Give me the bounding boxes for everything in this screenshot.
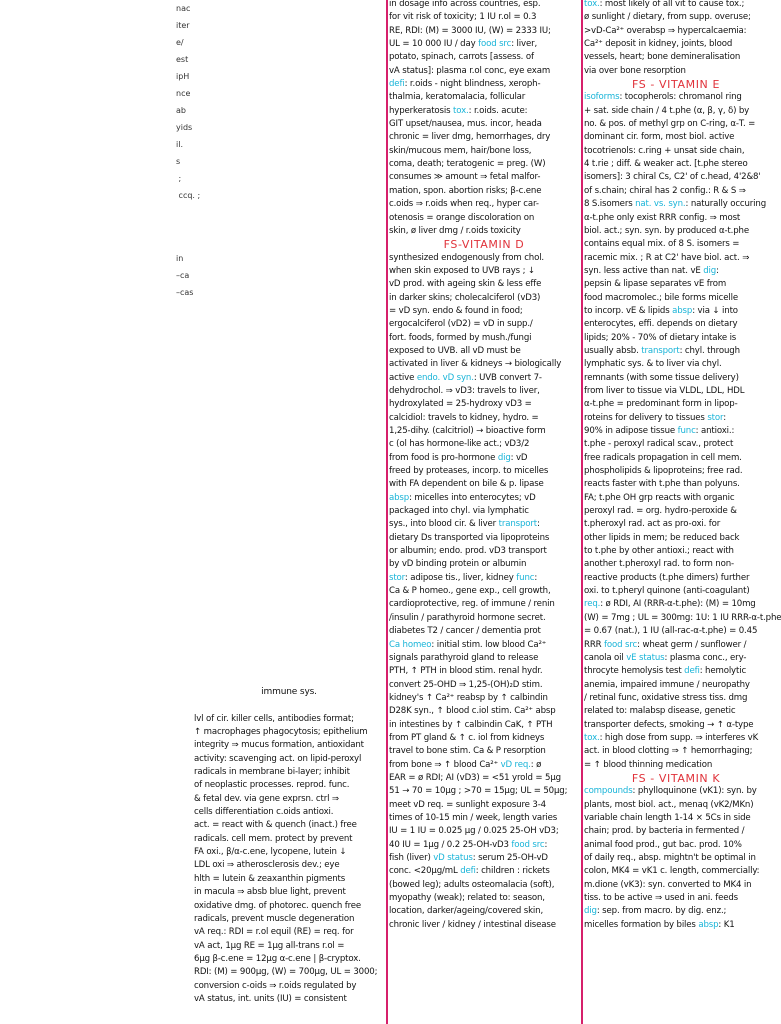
topic-label: req.: [584, 599, 601, 610]
note-line: hyperkeratosis tox.: r.oids. acute:: [389, 105, 528, 116]
note-line: usually absb. transport: chyl. through: [584, 345, 740, 356]
topic-label: transport: [641, 345, 680, 356]
note-line: isomers]: 3 chiral Cs, C2' of c.head, 4'2&8': [584, 172, 761, 183]
fragment-text: ipH: [176, 72, 190, 81]
note-line: Ca²⁺ deposit in kidney, joints, blood: [584, 39, 733, 50]
column-rule-left: [386, 0, 388, 1024]
note-line: 8 S.isomers nat. vs. syn.: naturally occuring: [584, 199, 767, 210]
note-line: potato, spinach, carrots [assess. of: [389, 52, 534, 63]
note-line: related to: malabsp disease, genetic: [584, 706, 736, 717]
note-line: anemia, impaired immune / neuropathy: [584, 679, 750, 690]
note-line: req.: ø RDI, AI (RRR-α-t.phe): (M) = 10mg: [584, 599, 756, 610]
note-line: racemic mix. ; R at C2' have biol. act. ⇒: [584, 252, 750, 263]
note-line: fish (liver) vD status: serum 25-OH-vD: [389, 853, 548, 863]
note-line: 4 t.rie ; diff. & weaker act. [t.phe stereo: [584, 159, 748, 170]
topic-label: tox.: [584, 0, 600, 9]
note-line: ↑ macrophages phagocytosis; epithelium: [194, 727, 368, 738]
topic-label: defi: [460, 866, 476, 877]
note-line: IU = 1 IU = 0.025 μg / 0.025 25-OH vD3;: [389, 826, 559, 837]
note-line: tocotrienols: c.ring + unsat side chain,: [584, 145, 745, 156]
note-line: dig: sep. from macro. by dig. enz.;: [584, 906, 727, 917]
note-line: D28K syn., ↑ blood c.iol stim. Ca²⁺ absp: [389, 706, 556, 717]
topic-label: stor: [707, 412, 724, 423]
note-line: activated in liver & kidneys → biologically: [389, 359, 562, 370]
topic-label: nat. vs. syn.: [635, 199, 686, 210]
note-line: cells differentiation c.oids antioxi.: [194, 807, 334, 818]
topic-label: vD req.: [500, 759, 531, 770]
note-line: when skin exposed to UVB rays ; ↓: [389, 265, 535, 276]
note-line: (W) = 7mg ; UL = 300mg: 1U: 1 IU RRR-α-t.phe: [584, 612, 781, 623]
notes-column-left: [194, 686, 384, 1024]
note-line: enterocytes, effi. depends on dietary: [584, 319, 738, 330]
note-line: colon, MK4 = vK1 c. length, commercially:: [584, 866, 760, 877]
note-line: in dosage info across countries, esp.: [389, 0, 541, 9]
fragment-text: nac: [176, 4, 191, 13]
topic-label: endo. vD syn.: [416, 372, 474, 383]
note-line: conc. <20μg/mL defi: children : rickets: [389, 866, 550, 877]
note-line: + sat. side chain / 4 t.phe (α, β, γ, δ) by: [584, 105, 750, 116]
note-line: calcidiol: travels to kidney, hydro. =: [389, 412, 539, 423]
note-line: roteins for delivery to tissues stor:: [584, 412, 726, 423]
note-line: hlth = lutein & zeaxanthin pigments: [194, 873, 346, 884]
note-line: travel to bone stim. Ca & P resorption: [389, 746, 546, 757]
note-line: c.oids ⇒ r.oids when req., hyper car-: [389, 199, 539, 210]
topic-label: tox.: [584, 732, 600, 743]
note-line: radicals. cell mem. protect by prevent: [194, 833, 353, 844]
note-line: of neoplastic processes. reprod. func.: [194, 780, 350, 791]
note-line: exposed to UVB. all vD must be: [389, 345, 521, 356]
note-line: no. & pos. of methyl grp on C-ring, α-T. =: [584, 119, 756, 130]
note-line: for vit risk of toxicity; 1 IU r.ol = 0.3: [389, 12, 537, 23]
note-line: activity: scavenging act. on lipid-peroxyl: [194, 753, 362, 764]
column-rule-right: [581, 0, 583, 1024]
note-line: times of 10-15 min / week, length varies: [389, 812, 558, 823]
note-line: via over bone resorption: [584, 65, 686, 76]
note-line: sys., into blood cir. & liver transport:: [389, 519, 540, 530]
fragment-text: –cas: [176, 288, 194, 297]
note-line: otenosis = orange discoloration on: [389, 212, 535, 223]
note-line: syn. less active than nat. vE dig:: [584, 265, 719, 276]
left-edge-fragments-top: [176, 0, 201, 204]
note-line: 90% in adipose tissue func: antioxi.:: [584, 426, 735, 436]
note-line: Ca homeo: initial stim. low blood Ca²⁺: [389, 639, 547, 650]
note-line: meet vD req. = sunlight exposure 3-4: [389, 799, 546, 810]
note-line: of s.chain; chiral has 2 config.: R & S ⇒: [584, 185, 746, 196]
column-left-text: [194, 686, 384, 1006]
note-line: other lipids in mem; be reduced back: [584, 532, 740, 543]
note-line: integrity ⇒ mucus formation, antioxidant: [194, 740, 364, 751]
column-right-text: [584, 0, 781, 932]
note-line: (bowed leg); adults osteomalacia (soft),: [389, 879, 555, 890]
note-line: GIT upset/nausea, mus. incor, heada: [389, 119, 542, 130]
column-middle-text: [389, 0, 579, 932]
note-line: diabetes T2 / cancer / dementia prot: [389, 626, 541, 637]
note-line: throcyte hemolysis test defi: hemolytic: [584, 666, 747, 677]
note-line: vA status]: plasma r.ol conc, eye exam: [389, 65, 551, 76]
note-line: plants, most biol. act., menaq (vK2/MKn): [584, 799, 754, 810]
topic-label: dig: [584, 906, 597, 917]
topic-label: defi: [389, 79, 405, 90]
note-line: lvl of cir. killer cells, antibodies format;: [194, 713, 354, 724]
notes-column-right: [584, 0, 781, 1024]
note-line: from PT gland & ↑ c. iol from kidneys: [389, 732, 545, 743]
topic-label: stor: [389, 572, 405, 583]
note-line: lymphatic sys. & to liver via chyl.: [584, 359, 722, 370]
note-line: chain; prod. by bacteria in fermented /: [584, 826, 745, 837]
note-line: Ca & P homeo., gene exp., cell growth,: [389, 586, 551, 597]
note-line: tox.: most likely of all vit to cause tox.;: [584, 0, 745, 9]
note-line: EAR = ø RDI; AI (vD3) = <51 yrold = 5μg: [389, 772, 561, 783]
note-line: 1,25-dihy. (calcitriol) → bioactive form: [389, 426, 546, 436]
topic-label: food src: [604, 639, 638, 650]
note-line: tiss. to be active ⇒ used in ani. feeds: [584, 893, 739, 904]
topic-label: vE status: [626, 652, 665, 663]
note-line: mation, spon. abortion risks; β-c.ene: [389, 185, 542, 196]
note-line: in intestines by ↑ calbindin CaK, ↑ PTH: [389, 719, 553, 730]
note-line: FA; t.phe OH grp reacts with organic: [584, 492, 735, 503]
fragment-text: e/: [176, 38, 184, 47]
note-line: animal food prod., gut bac. prod. 10%: [584, 839, 742, 850]
note-line: in macula ⇒ absb blue light, prevent: [194, 887, 346, 898]
topic-label: tox.: [453, 105, 469, 116]
note-line: = 0.67 (nat.), 1 IU (all-rac-α-t.phe) = 0.45: [584, 626, 758, 637]
note-line: >vD-Ca²⁺ overabsp ⇒ hypercalcaemia:: [584, 25, 747, 36]
note-line: biol. act.; syn. syn. by produced α-t.phe: [584, 225, 749, 236]
note-line: oxidative dmg. of photorec. quench free: [194, 900, 362, 911]
note-line: vA act, 1μg RE = 1μg all-trans r.ol =: [194, 940, 345, 951]
note-line: = vD syn. endo & found in food;: [389, 305, 523, 316]
fragment-text: –ca: [176, 271, 190, 280]
topic-label: food src: [511, 839, 545, 850]
note-line: pepsin & lipase separates vE from: [584, 279, 727, 290]
note-line: defi: r.oids - night blindness, xeroph-: [389, 79, 541, 90]
note-line: t.pheroxyl rad. act as pro-oxi. for: [584, 519, 721, 530]
topic-label: vD status: [433, 853, 473, 863]
note-line: RRR food src: wheat germ / sunflower /: [584, 639, 747, 650]
note-line: UL = 10 000 IU / day food src: liver,: [389, 39, 538, 50]
fragment-text: s: [176, 157, 181, 166]
note-line: RDI: (M) = 900μg, (W) = 700μg, UL = 3000;: [194, 967, 378, 978]
note-line: free radicals propagation in cell mem.: [584, 452, 742, 463]
note-line: another t.pheroxyl rad. to form non-: [584, 559, 734, 570]
fragment-text: ab: [176, 106, 186, 115]
note-line: chronic = liver dmg, hemorrhages, dry: [389, 132, 551, 143]
note-line: thalmia, keratomalacia, follicular: [389, 92, 526, 103]
note-line: tox.: high dose from supp. ⇒ interferes vK: [584, 732, 759, 743]
topic-label: dig: [497, 452, 511, 463]
note-line: reacts faster with t.phe than polyuns.: [584, 479, 740, 490]
topic-label: absp: [672, 305, 693, 316]
note-line: reactive products (t.phe dimers) further: [584, 572, 750, 583]
note-line: chronic liver / kidney / intestinal disease: [389, 919, 556, 930]
note-line: isoforms: tocopherols: chromanol ring: [584, 92, 742, 103]
note-line: radicals in membrane bi-layer; inhibit: [194, 767, 350, 778]
heading-vitamin-e: FS - VITAMIN E: [631, 78, 721, 92]
note-line: from food is pro-hormone dig: vD: [389, 452, 528, 463]
topic-label: defi: [684, 666, 700, 677]
note-line: with FA dependent on bile & p. lipase: [389, 479, 544, 490]
topic-label: compounds: [584, 786, 633, 797]
immune-sys-title: immune sys.: [261, 687, 317, 697]
note-line: RE, RDI: (M) = 3000 IU, (W) = 2333 IU;: [389, 25, 551, 36]
fragment-text: ccq. ;: [176, 191, 201, 200]
heading-vitamin-k: FS - VITAMIN K: [631, 771, 721, 785]
note-line: packaged into chyl. via lymphatic: [389, 506, 529, 517]
note-line: peroxyl rad. = org. hydro-peroxide &: [584, 506, 737, 517]
note-line: convert 25-OHD ⇒ 1,25-(OH)₂D stim.: [389, 679, 543, 690]
note-line: stor: adipose tis., liver, kidney func:: [389, 572, 538, 583]
note-line: by vD binding protein or albumin: [389, 559, 527, 570]
note-line: from liver to tissue via VLDL, LDL, HDL: [584, 385, 745, 396]
note-line: myopathy (weak); related to: season,: [389, 893, 545, 904]
note-line: to t.phe by other antioxi.; react with: [584, 546, 734, 557]
topic-label: isoforms: [584, 92, 620, 103]
note-line: contains equal mix. of 8 S. isomers =: [584, 239, 740, 250]
note-line: t.phe - peroxyl radical scav., protect: [584, 439, 734, 450]
note-line: compounds: phylloquinone (vK1): syn. by: [584, 786, 757, 797]
note-line: LDL oxi ⇒ atherosclerosis dev.; eye: [194, 860, 340, 871]
topic-label: absp: [389, 492, 410, 503]
heading-vitamin-d: FS-VITAMIN D: [443, 238, 525, 252]
note-line: / retinal func, oxidative stress tiss. dmg: [584, 692, 748, 703]
note-line: transporter defects, smoking → ↑ α-type: [584, 719, 754, 730]
note-line: variable chain length 1-14 × 5Cs in side: [584, 812, 751, 823]
note-line: act. in blood clotting ⇒ ↑ hemorrhaging;: [584, 746, 753, 757]
fragment-text: iter: [176, 21, 190, 30]
topic-label: dig: [703, 265, 717, 276]
note-line: freed by proteases, incorp. to micelles: [389, 466, 549, 477]
note-line: 51 → 70 = 10μg ; >70 = 15μg; UL = 50μg;: [389, 786, 568, 797]
fragment-text: yids: [176, 123, 193, 132]
note-line: active endo. vD syn.: UVB convert 7-: [389, 372, 542, 383]
note-line: PTH, ↑ PTH in blood stim. renal hydr.: [389, 666, 543, 677]
note-line: of daily req., absp. mightn't be optimal in: [584, 853, 756, 863]
note-line: ø sunlight / dietary, from supp. overuse;: [584, 12, 751, 23]
topic-label: absp: [698, 919, 719, 930]
note-line: lipids; 20% - 70% of dietary intake is: [584, 332, 737, 343]
note-line: canola oil vE status: plasma conc., ery-: [584, 652, 747, 663]
note-line: skin/mucous mem, hair/bone loss,: [389, 145, 532, 156]
note-line: consumes ≫ amount ⇒ fetal malfor-: [389, 172, 541, 183]
fragment-text: il.: [176, 140, 183, 149]
note-line: synthesized endogenously from chol.: [389, 252, 545, 263]
note-line: location, darker/ageing/covered skin,: [389, 906, 544, 917]
note-line: dietary Ds transported via lipoproteins: [389, 532, 550, 543]
fragment-text: in: [176, 254, 184, 263]
topic-label: func: [516, 572, 535, 583]
note-line: & fetal dev. via gene exprsn. ctrl ⇒: [194, 793, 339, 804]
note-line: remnants (with some tissue delivery): [584, 372, 739, 383]
note-line: ergocalciferol (vD2) = vD in supp./: [389, 319, 533, 330]
notes-column-middle: [389, 0, 579, 1024]
note-line: food macromolec.; bile forms micelle: [584, 292, 739, 303]
note-line: conversion c-oids ⇒ r.oids regulated by: [194, 980, 357, 991]
topic-label: food src: [478, 39, 512, 50]
note-line: micelles formation by biles absp: K1: [584, 919, 735, 930]
note-line: = ↑ blood thinning medication: [584, 759, 713, 770]
note-line: hydroxylated = 25-hydroxy vD3 =: [389, 399, 532, 410]
fragment-text: ;: [176, 174, 182, 183]
fragment-text: nce: [176, 89, 191, 98]
note-line: kidney's ↑ Ca²⁺ reabsp by ↑ calbindin: [389, 692, 548, 703]
note-line: in darker skins; cholecalciferol (vD3): [389, 292, 541, 303]
note-line: coma, death; teratogenic = preg. (W): [389, 159, 546, 170]
topic-label: transport: [498, 519, 537, 530]
note-line: phospholipids & lipoproteins; free rad.: [584, 466, 743, 477]
note-line: vA status, int. units (IU) = consistent: [194, 993, 347, 1004]
note-line: signals parathyroid gland to release: [389, 652, 539, 663]
note-line: to incorp. vE & lipids absp: via ↓ into: [584, 305, 738, 316]
note-line: skin, ø liver dmg / r.oids toxicity: [389, 225, 521, 236]
note-line: FA oxi., β/α-c.ene, lycopene, lutein ↓: [194, 847, 347, 858]
note-line: dehydrochol. ⇒ vD3: travels to liver,: [389, 385, 540, 396]
note-line: 40 IU = 1μg / 0.2 25-OH-vD3 food src:: [389, 839, 548, 850]
note-line: 6μg β-c.ene = 12μg α-c.ene | β-cryptox.: [194, 953, 361, 964]
note-line: cardioprotective, reg. of immune / renin: [389, 599, 555, 610]
fragment-text: est: [176, 55, 189, 64]
note-line: radicals, prevent muscle degeneration: [194, 913, 355, 924]
note-line: α-t.phe = predominant form in lipop-: [584, 399, 738, 410]
note-line: vessels, heart; bone demineralisation: [584, 52, 741, 63]
note-line: fort. foods, formed by mush./fungi: [389, 332, 532, 343]
note-line: [194, 699, 384, 712]
topic-label: func: [677, 426, 696, 436]
note-line: m.dione (vK3): syn. converted to MK4 in: [584, 879, 752, 890]
note-line: vA req.: RDI = r.ol equil (RE) = req. for: [194, 927, 354, 938]
note-line: or albumin; endo. prod. vD3 transport: [389, 546, 547, 557]
note-line: absp: micelles into enterocytes; vD: [389, 492, 536, 503]
note-line: α-t.phe only exist RRR config. ⇒ most: [584, 212, 741, 223]
note-line: act. = react with & quench (inact.) free: [194, 820, 357, 831]
left-edge-fragments-mid: [176, 250, 194, 301]
note-line: dominant cir. form, most biol. active: [584, 132, 735, 143]
note-line: from bone ⇒ ↑ blood Ca²⁺ vD req.: ø: [389, 759, 542, 770]
note-line: /insulin / parathyroid hormone secret.: [389, 612, 546, 623]
note-line: c (ol has hormone-like act.; vD3/2: [389, 439, 530, 450]
note-line: oxi. to t.pheryl quinone (anti-coagulant): [584, 586, 750, 597]
topic-label: Ca homeo: [389, 639, 432, 650]
note-line: vD prod. with ageing skin & less effe: [389, 279, 542, 290]
